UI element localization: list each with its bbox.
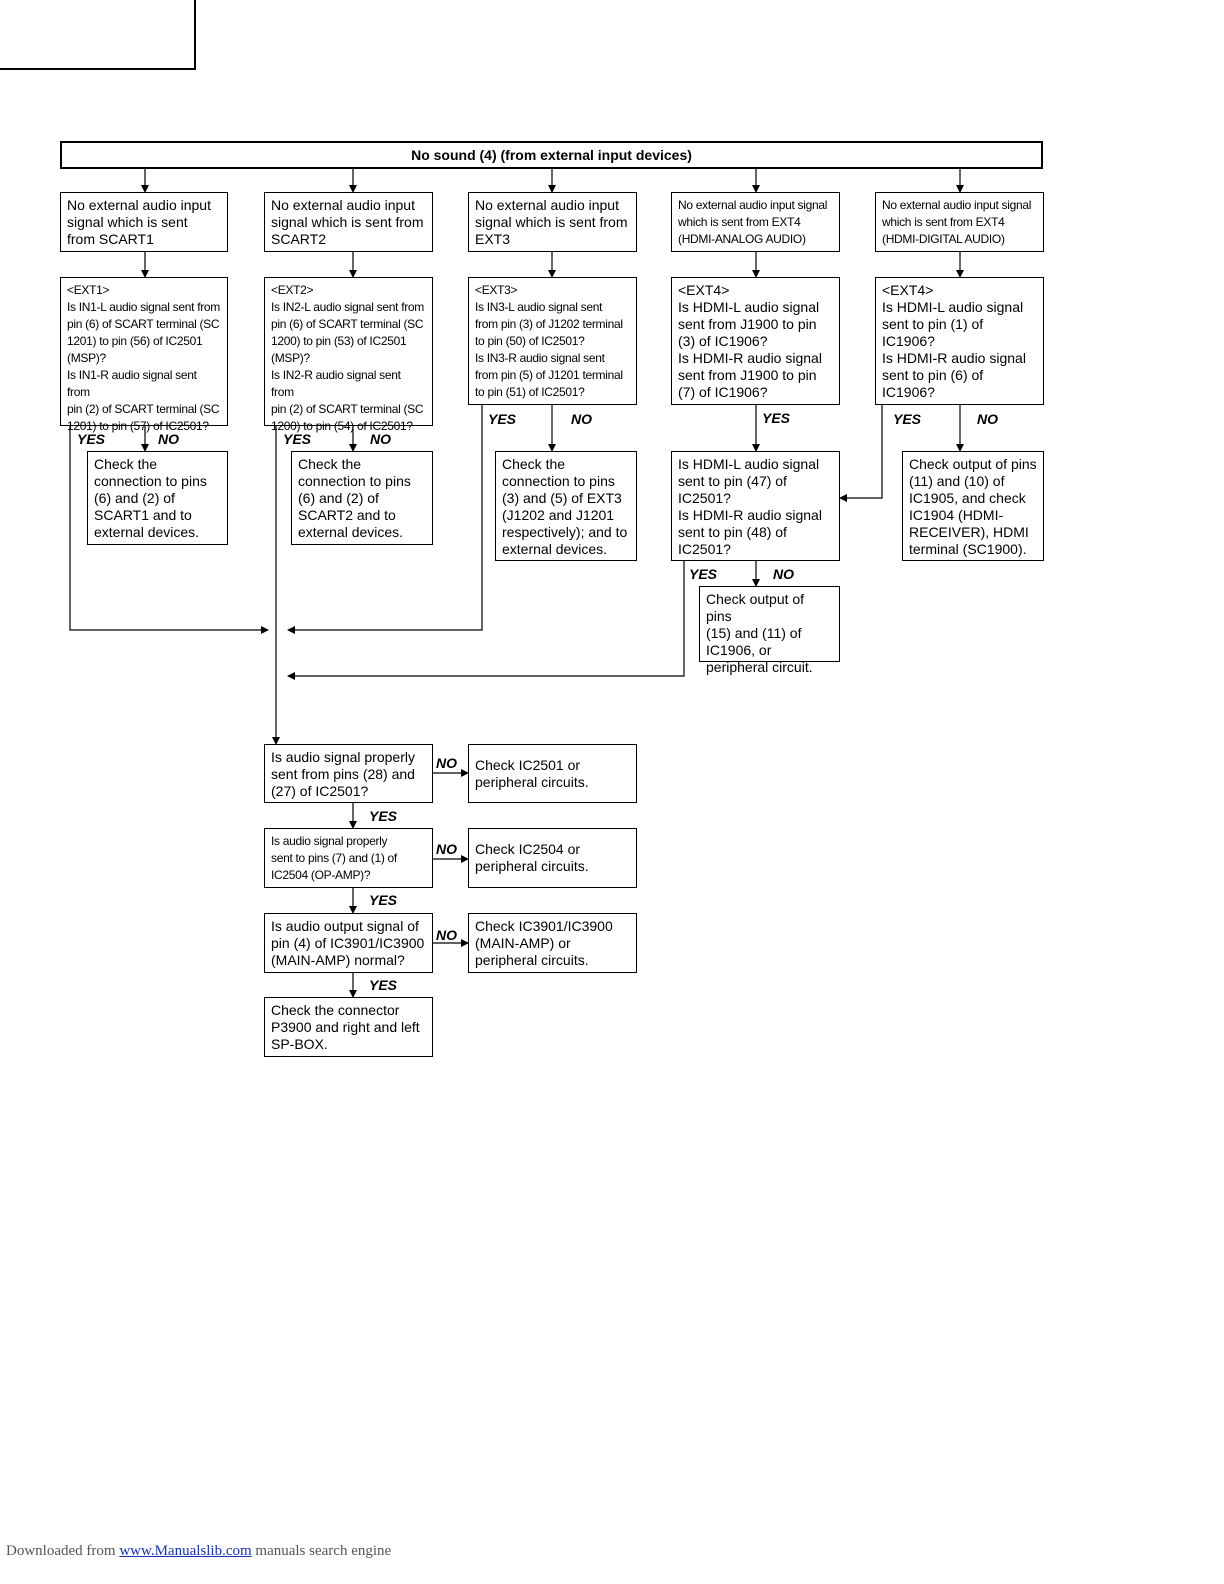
action-ic1906: Check output of pins (15) and (11) of IC1906, or peripheral circuit. <box>699 586 840 662</box>
yes-label: YES <box>689 566 718 582</box>
yes-label: YES <box>893 411 922 427</box>
question-ic2504: Is audio signal properly sent to pins (7) and (1) of IC2504 (OP-AMP)? <box>264 828 433 888</box>
question-main-amp: Is audio output signal of pin (4) of IC3901/IC3900 (MAIN-AMP) normal? <box>264 913 433 973</box>
question-ext1: <EXT1> Is IN1-L audio signal sent from pin (6) of SCART terminal (SC 1201) to pin (56) of IC2501 (MSP)? Is IN1-R audio signal sent from pin (2) of SCART terminal (SC 1201) to pin (57) of IC2501? <box>60 277 228 426</box>
action-ic2504: Check IC2504 or peripheral circuits. <box>468 828 637 888</box>
yes-label: YES <box>369 808 398 824</box>
footer-suffix: manuals search engine <box>255 1543 392 1559</box>
action-ext3: Check the connection to pins (3) and (5) of EXT3 (J1202 and J1201 respectively); and to external devices. <box>495 451 637 561</box>
header-scart2: No external audio input signal which is sent from SCART2 <box>264 192 433 252</box>
question-ext2: <EXT2> Is IN2-L audio signal sent from pin (6) of SCART terminal (SC 1200) to pin (53) of IC2501 (MSP)? Is IN2-R audio signal sent from pin (2) of SCART terminal (SC 1200) to pin (54) of IC2501? <box>264 277 433 426</box>
yes-label: YES <box>488 411 517 427</box>
header-ext4-analog: No external audio input signal which is sent from EXT4 (HDMI-ANALOG AUDIO) <box>671 192 840 252</box>
action-ic2501: Check IC2501 or peripheral circuits. <box>468 744 637 803</box>
flowchart-title: No sound (4) (from external input devices) <box>60 141 1043 169</box>
action-ic1905: Check output of pins (11) and (10) of IC1905, and check IC1904 (HDMI- RECEIVER), HDMI terminal (SC1900). <box>902 451 1044 561</box>
no-label: NO <box>977 411 998 427</box>
yes-label: YES <box>77 431 106 447</box>
action-scart2: Check the connection to pins (6) and (2) of SCART2 and to external devices. <box>291 451 433 545</box>
no-label: NO <box>571 411 592 427</box>
yes-label: YES <box>369 977 398 993</box>
header-ext3: No external audio input signal which is sent from EXT3 <box>468 192 637 252</box>
header-scart1: No external audio input signal which is sent from SCART1 <box>60 192 228 252</box>
no-label: NO <box>436 927 457 943</box>
footer <box>6 1543 391 1560</box>
no-label: NO <box>158 431 179 447</box>
action-main-amp: Check IC3901/IC3900 (MAIN-AMP) or peripheral circuits. <box>468 913 637 973</box>
action-final-connector: Check the connector P3900 and right and left SP-BOX. <box>264 997 433 1057</box>
no-label: NO <box>436 841 457 857</box>
yes-label: YES <box>369 892 398 908</box>
footer-prefix: Downloaded from <box>6 1543 116 1559</box>
manualslib-link[interactable]: www.Manualslib.com <box>119 1543 252 1559</box>
no-label: NO <box>436 755 457 771</box>
question-ext4-analog: <EXT4> Is HDMI-L audio signal sent from J1900 to pin (3) of IC1906? Is HDMI-R audio signal sent from J1900 to pin (7) of IC1906? <box>671 277 840 405</box>
yes-label: YES <box>762 410 791 426</box>
question-ext3: <EXT3> Is IN3-L audio signal sent from pin (3) of J1202 terminal to pin (50) of IC2501? Is IN3-R audio signal sent from pin (5) of J1201 terminal to pin (51) of IC2501? <box>468 277 637 405</box>
header-ext4-digital: No external audio input signal which is sent from EXT4 (HDMI-DIGITAL AUDIO) <box>875 192 1044 252</box>
question-hdmi-ic2501: Is HDMI-L audio signal sent to pin (47) of IC2501? Is HDMI-R audio signal sent to pin (48) of IC2501? <box>671 451 840 561</box>
no-label: NO <box>773 566 794 582</box>
question-ext4-digital: <EXT4> Is HDMI-L audio signal sent to pin (1) of IC1906? Is HDMI-R audio signal sent to pin (6) of IC1906? <box>875 277 1044 405</box>
yes-label: YES <box>283 431 312 447</box>
question-ic2501-output: Is audio signal properly sent from pins (28) and (27) of IC2501? <box>264 744 433 803</box>
action-scart1: Check the connection to pins (6) and (2) of SCART1 and to external devices. <box>87 451 228 545</box>
no-label: NO <box>370 431 391 447</box>
